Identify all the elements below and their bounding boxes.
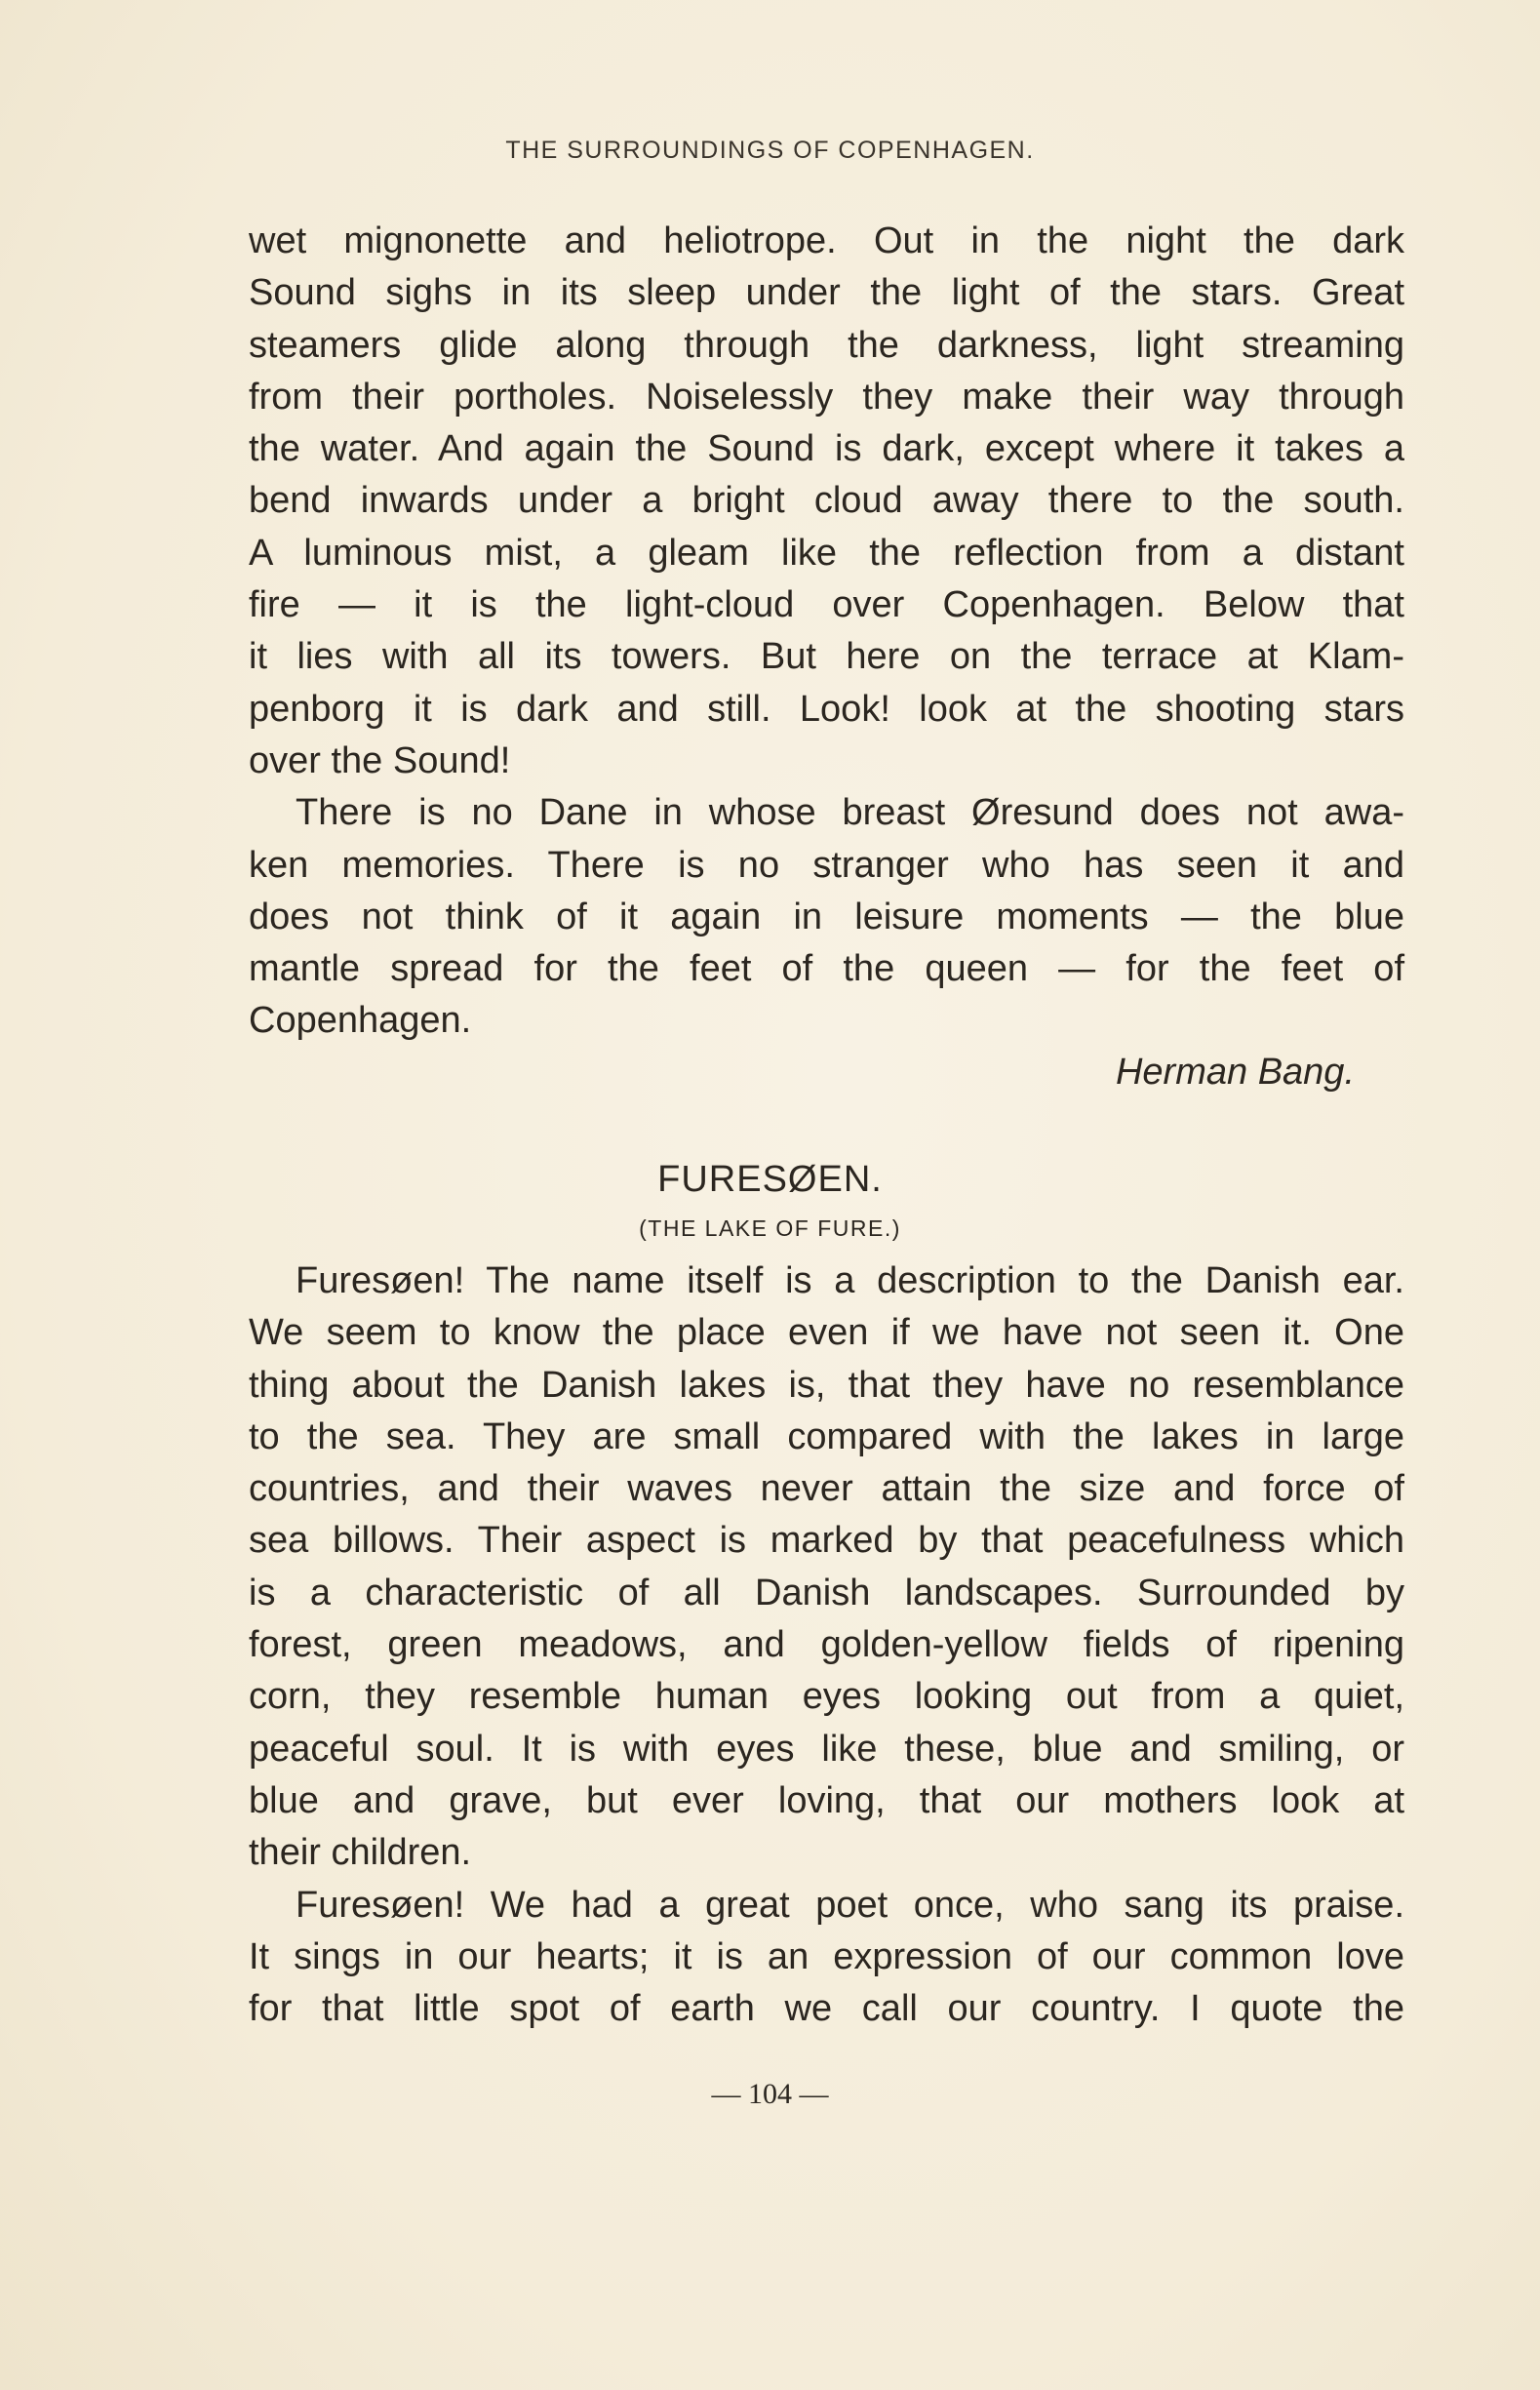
text-line: A luminous mist, a gleam like the reflection from a distant [249,532,1404,574]
text-line: thing about the Danish lakes is, that they have no resemblance [249,1364,1404,1406]
text-line: Sound sighs in its sleep under the light of the stars. Great [249,272,1404,314]
text-line: blue and grave, but ever loving, that our mothers look at [249,1779,1404,1821]
text-line: is a characteristic of all Danish landscapes. Surrounded by [249,1572,1404,1613]
text-line: Copenhagen. [249,1000,472,1042]
paragraph-furesoen-poet [249,1880,1404,2036]
text-line: sea billows. Their aspect is marked by that peacefulness which [249,1520,1404,1562]
text-block-bottom [249,1255,1404,2035]
text-block-top [249,216,1404,1048]
author-signature: Herman Bang. [1115,1052,1355,1093]
page-number: — 104 — [711,2078,829,2110]
running-head: THE SURROUNDINGS OF COPENHAGEN. [505,137,1035,164]
text-line: it lies with all its towers. But here on the terrace at Klam- [249,636,1404,678]
section-title: FURESØEN. [657,1159,883,1200]
text-line: There is no Dane in whose breast Øresund does not awa- [296,792,1404,834]
section-subtitle: (THE LAKE OF FURE.) [639,1215,901,1241]
text-line: bend inwards under a bright cloud away there to the south. [249,480,1404,522]
text-line: Furesøen! The name itself is a description to the Danish ear. [296,1260,1404,1301]
text-line: steamers glide along through the darkness, light streaming [249,324,1404,366]
text-line: for that little spot of earth we call our country. I quote the [249,1988,1404,2030]
text-line: forest, green meadows, and golden-yellow fields of ripening [249,1624,1404,1666]
text-line: does not think of it again in leisure moments — the blue [249,896,1404,937]
text-line: It sings in our hearts; it is an expression of our common love [249,1935,1404,1977]
paragraph-sound [249,216,1404,787]
text-line: their children. [249,1832,472,1874]
text-line: mantle spread for the feet of the queen — for the feet of [249,948,1404,990]
text-line: wet mignonette and heliotrope. Out in the night the dark [249,220,1404,261]
text-line: countries, and their waves never attain the size and force of [249,1468,1404,1510]
text-line: ken memories. There is no stranger who has seen it and [249,844,1404,886]
text-line: to the sea. They are small compared with the lakes in large [249,1415,1404,1457]
text-line: Furesøen! We had a great poet once, who sang its praise. [296,1884,1404,1926]
text-line: We seem to know the place even if we have not seen it. One [249,1312,1404,1354]
text-line: over the Sound! [249,739,511,781]
paragraph-oresund [249,787,1404,1047]
text-line: fire — it is the light-cloud over Copenhagen. Below that [249,584,1404,626]
text-line: the water. And again the Sound is dark, except where it takes a [249,428,1404,470]
text-line: corn, they resemble human eyes looking out from a quiet, [249,1676,1404,1718]
text-line: penborg it is dark and still. Look! look at the shooting stars [249,688,1404,730]
text-line: peaceful soul. It is with eyes like these, blue and smiling, or [249,1728,1404,1770]
text-line: from their portholes. Noiselessly they make their way through [249,376,1404,418]
paragraph-furesoen-lakes [249,1255,1404,1880]
